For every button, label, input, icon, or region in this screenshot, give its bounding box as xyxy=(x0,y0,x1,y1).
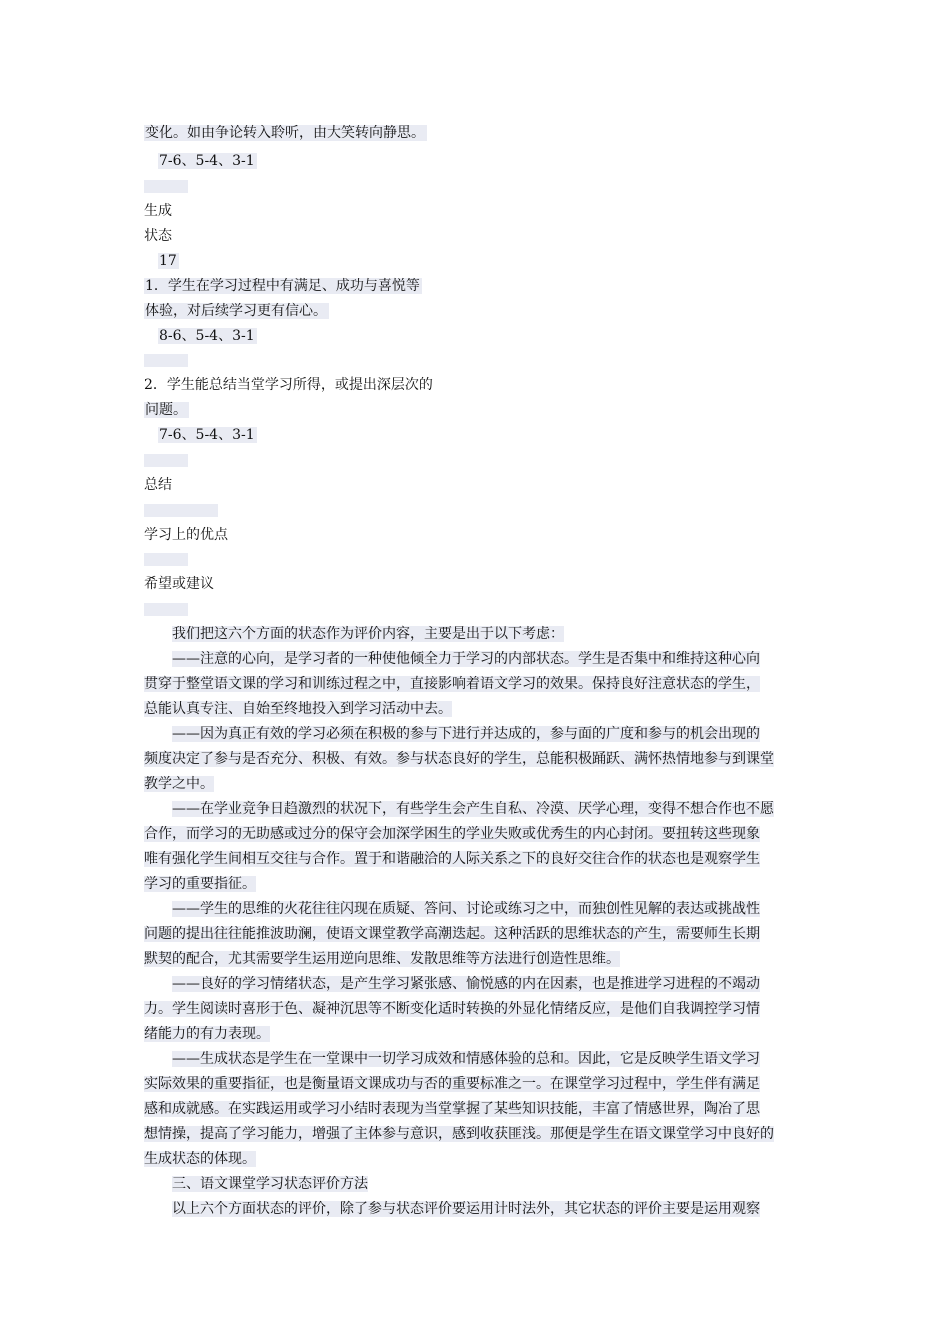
paragraph-line: ——因为真正有效的学习必须在积极的参与下进行并达成的，参与面的广度和参与的机会出现的 xyxy=(172,726,760,742)
empty-cell xyxy=(144,180,188,193)
criterion-text: 问题。 xyxy=(145,402,187,418)
merits-label: 学习上的优点 xyxy=(144,527,228,543)
category-label: 状态 xyxy=(144,228,172,244)
paragraph-line: 合作，而学习的无助感或过分的保守会加深学困生的学业失败或优秀生的内心封闭。要扭转这些现象 xyxy=(144,826,760,842)
body-text xyxy=(144,622,808,1222)
criterion-text: 1．学生在学习过程中有满足、成功与喜悦等 xyxy=(145,278,420,294)
paragraph-line: 力。学生阅读时喜形于色、凝神沉思等不断变化适时转换的外显化情绪反应，是他们自我调控学习情 xyxy=(144,1001,760,1017)
paragraph-line: ——注意的心向，是学习者的一种使他倾全力于学习的内部状态。学生是否集中和维持这种心向 xyxy=(172,651,760,667)
empty-cell xyxy=(144,354,188,367)
paragraph-line: 我们把这六个方面的状态作为评价内容，主要是出于以下考虑： xyxy=(172,626,564,642)
empty-cell xyxy=(144,454,188,467)
table-text-line: 变化。如由争论转入聆听，由大笑转向静思。 xyxy=(145,125,425,141)
criterion-text: 2．学生能总结当堂学习所得，或提出深层次的 xyxy=(144,377,433,393)
paragraph-line: 学习的重要指征。 xyxy=(144,876,256,892)
category-label: 生成 xyxy=(144,203,172,219)
paragraph-line: 以上六个方面状态的评价，除了参与状态评价要运用计时法外，其它状态的评价主要是运用观察 xyxy=(172,1201,760,1217)
paragraph-line: 频度决定了参与是否充分、积极、有效。参与状态良好的学生，总能积极踊跃、满怀热情地参与到课堂 xyxy=(144,751,774,767)
paragraph-line: 感和成就感。在实践运用或学习小结时表现为当堂掌握了某些知识技能，丰富了情感世界，陶冶了思 xyxy=(144,1101,760,1117)
score-range: 7-6、5-4、3-1 xyxy=(159,427,255,443)
section-heading: 三、语文课堂学习状态评价方法 xyxy=(172,1176,368,1192)
empty-cell xyxy=(144,603,188,616)
hopes-label: 希望或建议 xyxy=(144,576,214,592)
paragraph-line: ——生成状态是学生在一堂课中一切学习成效和情感体验的总和。因此，它是反映学生语文学习 xyxy=(172,1051,760,1067)
paragraph-line: ——良好的学习情绪状态，是产生学习紧张感、愉悦感的内在因素，也是推进学习进程的不竭动 xyxy=(172,976,760,992)
score-range: 8-6、5-4、3-1 xyxy=(159,328,255,344)
paragraph-line: 绪能力的有力表现。 xyxy=(144,1026,270,1042)
summary-label: 总结 xyxy=(144,477,172,493)
points-value: 17 xyxy=(159,253,177,269)
paragraph-line: 默契的配合，尤其需要学生运用逆向思维、发散思维等方法进行创造性思维。 xyxy=(144,951,620,967)
paragraph-line: 教学之中。 xyxy=(144,776,214,792)
paragraph-line: ——在学业竞争日趋激烈的状况下，有些学生会产生自私、冷漠、厌学心理，变得不想合作也不愿 xyxy=(172,801,774,817)
score-range: 7-6、5-4、3-1 xyxy=(159,153,255,169)
paragraph-line: 想情操，提高了学习能力，增强了主体参与意识，感到收获匪浅。那便是学生在语文课堂学习中良好的 xyxy=(144,1126,774,1142)
paragraph-line: 生成状态的体现。 xyxy=(144,1151,256,1167)
paragraph-line: 唯有强化学生间相互交往与合作。置于和谐融洽的人际关系之下的良好交往合作的状态也是观察学生 xyxy=(144,851,760,867)
empty-cell xyxy=(144,553,188,566)
paragraph-line: 问题的提出往往能推波助澜，使语文课堂教学高潮迭起。这种活跃的思维状态的产生，需要师生长期 xyxy=(144,926,760,942)
criterion-text: 体验，对后续学习更有信心。 xyxy=(145,303,327,319)
paragraph-line: 实际效果的重要指征，也是衡量语文课成功与否的重要标准之一。在课堂学习过程中，学生伴有满足 xyxy=(144,1076,760,1092)
empty-cell xyxy=(144,504,218,517)
paragraph-line: 总能认真专注、自始至终地投入到学习活动中去。 xyxy=(144,701,452,717)
paragraph-line: ——学生的思维的火花往往闪现在质疑、答问、讨论或练习之中，而独创性见解的表达或挑战性 xyxy=(172,901,760,917)
paragraph-line: 贯穿于整堂语文课的学习和训练过程之中，直接影响着语文学习的效果。保持良好注意状态的学生， xyxy=(144,676,760,692)
